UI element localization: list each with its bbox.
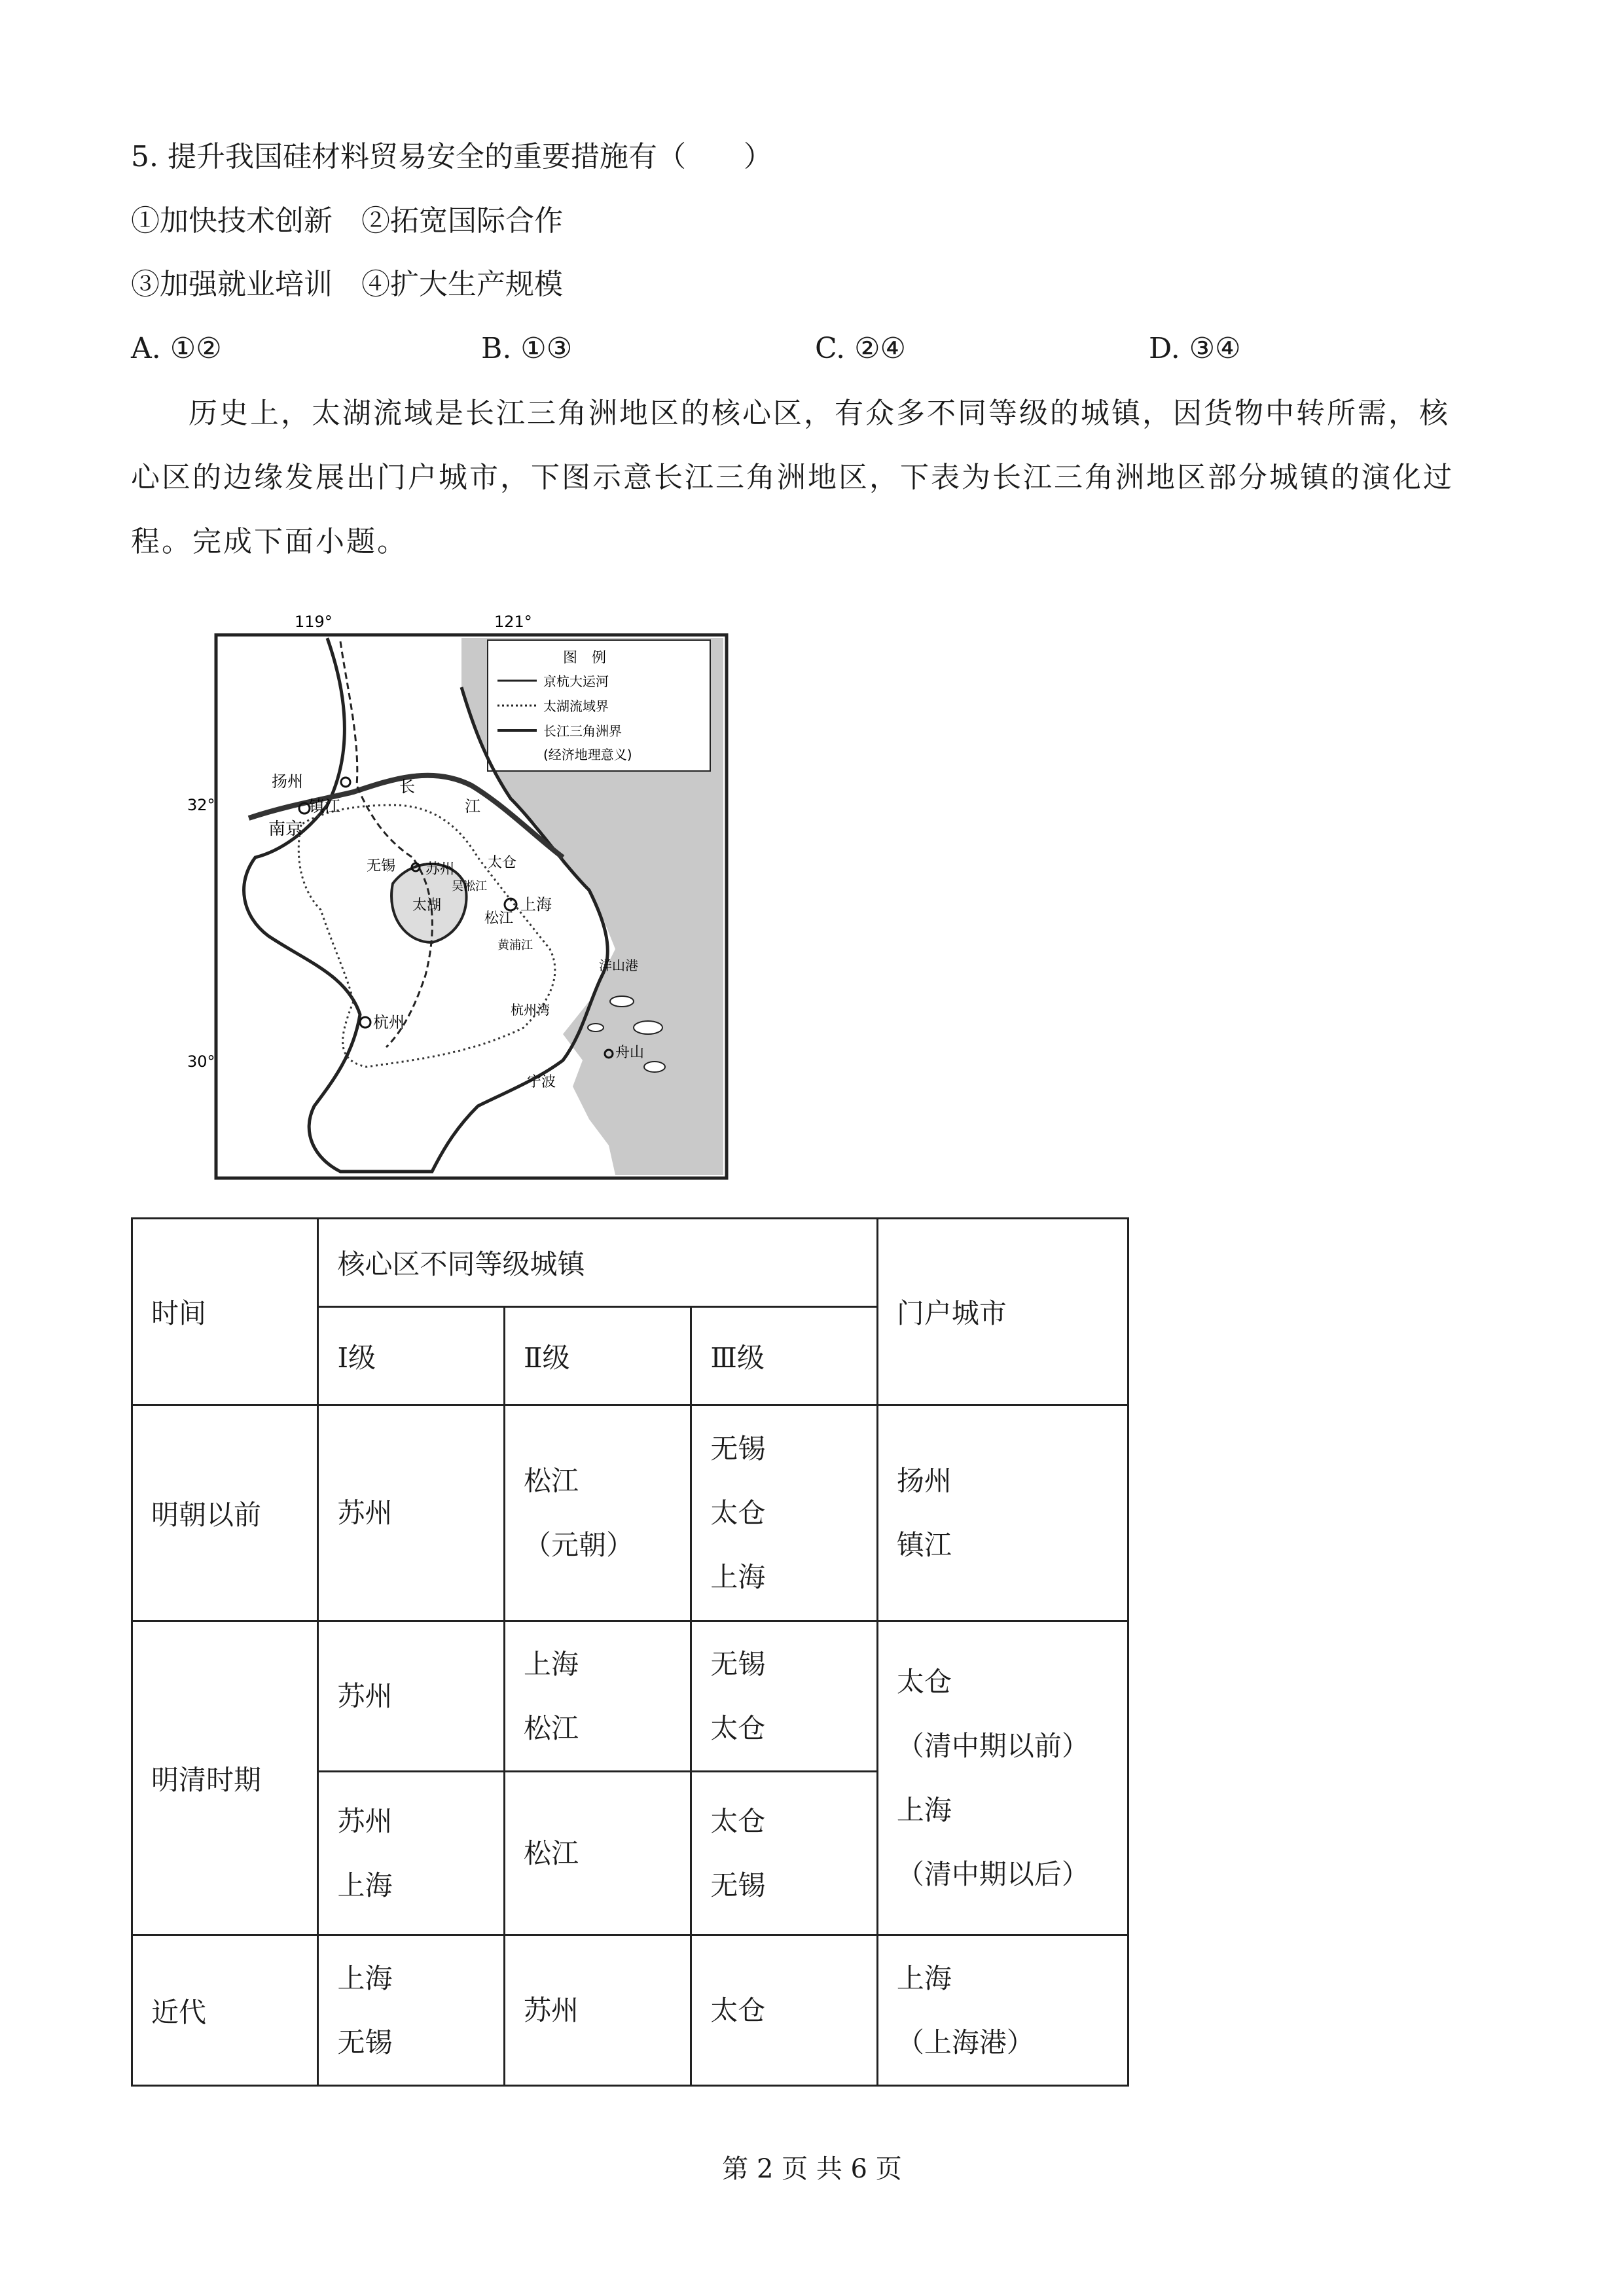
row3-gateway: 上海 （上海港） bbox=[877, 1935, 1128, 2086]
legend-delta-note: (经济地理意义) bbox=[543, 747, 632, 762]
row1-level2: 松江 （元朝） bbox=[504, 1405, 691, 1621]
row1-time: 明朝以前 bbox=[132, 1405, 318, 1621]
row1-level1: 苏州 bbox=[318, 1405, 504, 1621]
question-stem: 5. 提升我国硅材料贸易安全的重要措施有（ ） bbox=[131, 140, 772, 173]
page-footer: 第 2 页 共 6 页 bbox=[722, 2154, 902, 2184]
row2a-level2: 上海 松江 bbox=[504, 1621, 691, 1772]
place-chang: 长 bbox=[399, 778, 415, 796]
place-shanghai: 上海 bbox=[520, 895, 552, 914]
legend-title: 图 例 bbox=[563, 650, 607, 666]
option-d: D. ③④ bbox=[1149, 332, 1241, 365]
lat-label-32: 32° bbox=[187, 796, 215, 814]
row3-level3: 太仓 bbox=[691, 1935, 877, 2086]
legend-canal: 京杭大运河 bbox=[543, 673, 609, 689]
place-songjiang: 松江 bbox=[484, 910, 514, 927]
row2-gateway: 太仓 （清中期以前） 上海 （清中期以后） bbox=[877, 1621, 1128, 1935]
header-level-1: Ⅰ级 bbox=[318, 1307, 504, 1405]
row3-level2: 苏州 bbox=[504, 1935, 691, 2086]
row1-gateway: 扬州 镇江 bbox=[877, 1405, 1128, 1621]
question-choices-line2: ③加强就业培训 ④扩大生产规模 bbox=[131, 268, 563, 301]
place-suzhou: 苏州 bbox=[425, 861, 455, 878]
header-core: 核心区不同等级城镇 bbox=[318, 1219, 877, 1307]
town-evolution-table bbox=[131, 1217, 1129, 2087]
option-a: A. ①② bbox=[131, 332, 222, 365]
row2a-level1: 苏州 bbox=[318, 1621, 504, 1772]
header-level-2: Ⅱ级 bbox=[504, 1307, 691, 1405]
header-time: 时间 bbox=[132, 1219, 318, 1405]
place-wuxi: 无锡 bbox=[367, 858, 396, 874]
question-choices-line1: ①加快技术创新 ②拓宽国际合作 bbox=[131, 204, 563, 238]
row1-level3: 无锡 太仓 上海 bbox=[691, 1405, 877, 1621]
yangtze-delta-map bbox=[187, 609, 740, 1185]
header-level-3: Ⅲ级 bbox=[691, 1307, 877, 1405]
lat-label-30: 30° bbox=[187, 1052, 215, 1071]
legend-delta-boundary: 长江三角洲界 bbox=[543, 723, 622, 739]
place-taihu: 太湖 bbox=[412, 897, 442, 914]
header-gateway: 门户城市 bbox=[877, 1219, 1128, 1405]
place-zhoushan: 舟山 bbox=[615, 1045, 645, 1061]
place-huangpujiang: 黄浦江 bbox=[497, 939, 533, 952]
row2-time: 明清时期 bbox=[132, 1621, 318, 1935]
place-nanjing: 南京 bbox=[268, 819, 303, 839]
place-taicang: 太仓 bbox=[488, 855, 517, 871]
place-ningbo: 宁波 bbox=[527, 1074, 556, 1090]
place-jiang: 江 bbox=[465, 797, 480, 816]
row3-time: 近代 bbox=[132, 1935, 318, 2086]
place-wusongjiang: 吴淞江 bbox=[452, 880, 487, 893]
place-zhenjiang: 镇江 bbox=[309, 797, 340, 816]
row2b-level2: 松江 bbox=[504, 1772, 691, 1935]
passage-text: 历史上，太湖流域是长江三角洲地区的核心区，有众多不同等级的城镇，因货物中转所需，核心区的边缘发展出门户城市，下图示意长江三角洲地区，下表为长江三角洲地区部分城镇的演化过程。完成下面小题。 bbox=[131, 397, 1454, 558]
place-hangzhou: 杭州 bbox=[373, 1013, 405, 1031]
row2b-level3: 太仓 无锡 bbox=[691, 1772, 877, 1935]
place-hangzhou-bay: 杭州湾 bbox=[511, 1002, 550, 1018]
place-yangshan-port: 洋山港 bbox=[599, 958, 638, 973]
row2b-level1: 苏州 上海 bbox=[318, 1772, 504, 1935]
legend-taihu-boundary: 太湖流域界 bbox=[543, 698, 609, 714]
lon-label-119: 119° bbox=[295, 613, 333, 631]
lon-label-121: 121° bbox=[494, 613, 532, 631]
option-c: C. ②④ bbox=[815, 332, 906, 365]
row3-level1: 上海 无锡 bbox=[318, 1935, 504, 2086]
option-b: B. ①③ bbox=[481, 332, 573, 365]
row2a-level3: 无锡 太仓 bbox=[691, 1621, 877, 1772]
place-yangzhou: 扬州 bbox=[272, 772, 303, 791]
